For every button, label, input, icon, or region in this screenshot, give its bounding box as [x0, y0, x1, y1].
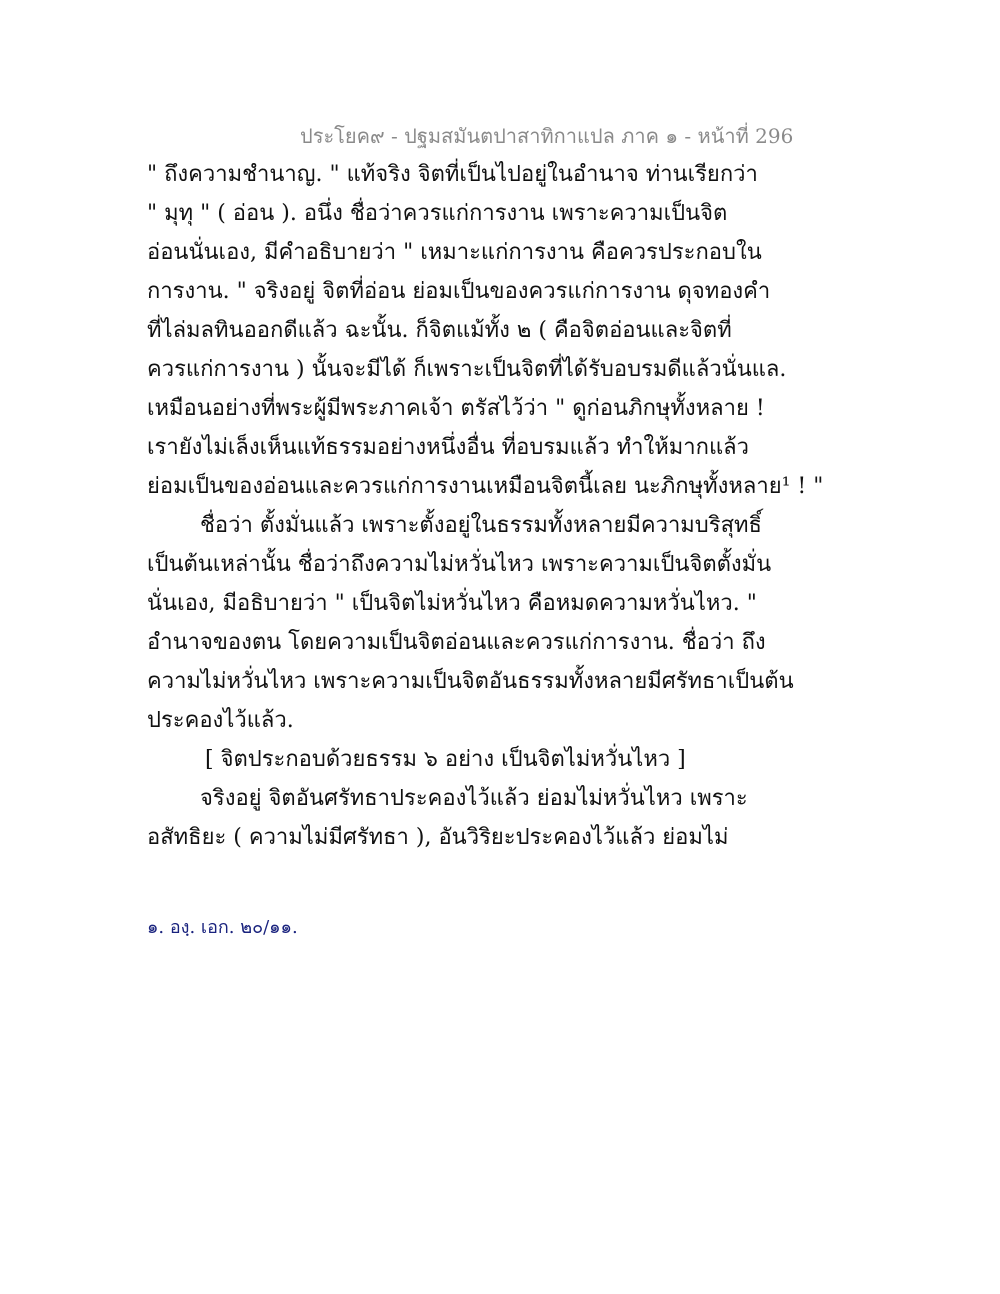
page-header: ประโยค๙ - ปฐมสมันตปาสาทิกาแปล ภาค ๑ - หน้าที่ 296: [300, 124, 794, 148]
text-line: การงาน. " จริงอยู่ จิตที่อ่อน ย่อมเป็นของควรแก่การงาน ดุจทองคำ: [147, 279, 771, 304]
section-heading: [ จิตประกอบด้วยธรรม ๖ อย่าง เป็นจิตไม่หวั่นไหว ]: [205, 747, 686, 772]
paragraph-first-line: จริงอยู่ จิตอันศรัทธาประคองไว้แล้ว ย่อมไม่หวั่นไหว เพราะ: [200, 786, 748, 811]
text-line: เรายังไม่เล็งเห็นแท้ธรรมอย่างหนึ่งอื่น ที่อบรมแล้ว ทำให้มากแล้ว: [147, 435, 749, 460]
text-line: ย่อมเป็นของอ่อนและควรแก่การงานเหมือนจิตนี้เลย นะภิกษุทั้งหลาย¹ ! ": [147, 474, 824, 499]
text-line: อ่อนนั่นเอง, มีคำอธิบายว่า " เหมาะแก่การงาน คือควรประกอบใน: [147, 240, 762, 265]
paragraph-first-line: ชื่อว่า ตั้งมั่นแล้ว เพราะตั้งอยู่ในธรรมทั้งหลายมีความบริสุทธิ์: [200, 513, 762, 538]
text-line: ความไม่หวั่นไหว เพราะความเป็นจิตอันธรรมทั้งหลายมีศรัทธาเป็นต้น: [147, 669, 794, 694]
text-line: ประคองไว้แล้ว.: [147, 708, 294, 733]
text-line: ควรแก่การงาน ) นั้นจะมีได้ ก็เพราะเป็นจิตที่ได้รับอบรมดีแล้วนั่นแล.: [147, 357, 787, 382]
text-line: อสัทธิยะ ( ความไม่มีศรัทธา ), อันวิริยะประคองไว้แล้ว ย่อมไม่: [147, 825, 729, 850]
text-line: เป็นต้นเหล่านั้น ชื่อว่าถึงความไม่หวั่นไหว เพราะความเป็นจิตตั้งมั่น: [147, 552, 772, 577]
text-line: " ถึงความชำนาญ. " แท้จริง จิตที่เป็นไปอยู่ในอำนาจ ท่านเรียกว่า: [147, 162, 758, 187]
body-text: [147, 155, 867, 857]
text-line: เหมือนอย่างที่พระผู้มีพระภาคเจ้า ตรัสไว้ว่า " ดูก่อนภิกษุทั้งหลาย !: [147, 396, 765, 421]
footnote: ๑. องฺ. เอก. ๒๐/๑๑.: [147, 917, 298, 938]
text-line: ที่ไล่มลทินออกดีแล้ว ฉะนั้น. ก็จิตแม้ทั้ง ๒ ( คือจิตอ่อนและจิตที่: [147, 318, 732, 343]
text-line: นั่นเอง, มีอธิบายว่า " เป็นจิตไม่หวั่นไหว คือหมดความหวั่นไหว. ": [147, 591, 757, 616]
text-line: อำนาจของตน โดยความเป็นจิตอ่อนและควรแก่การงาน. ชื่อว่า ถึง: [147, 630, 766, 655]
text-line: " มุทุ " ( อ่อน ). อนึ่ง ชื่อว่าควรแก่การงาน เพราะความเป็นจิต: [147, 201, 728, 226]
